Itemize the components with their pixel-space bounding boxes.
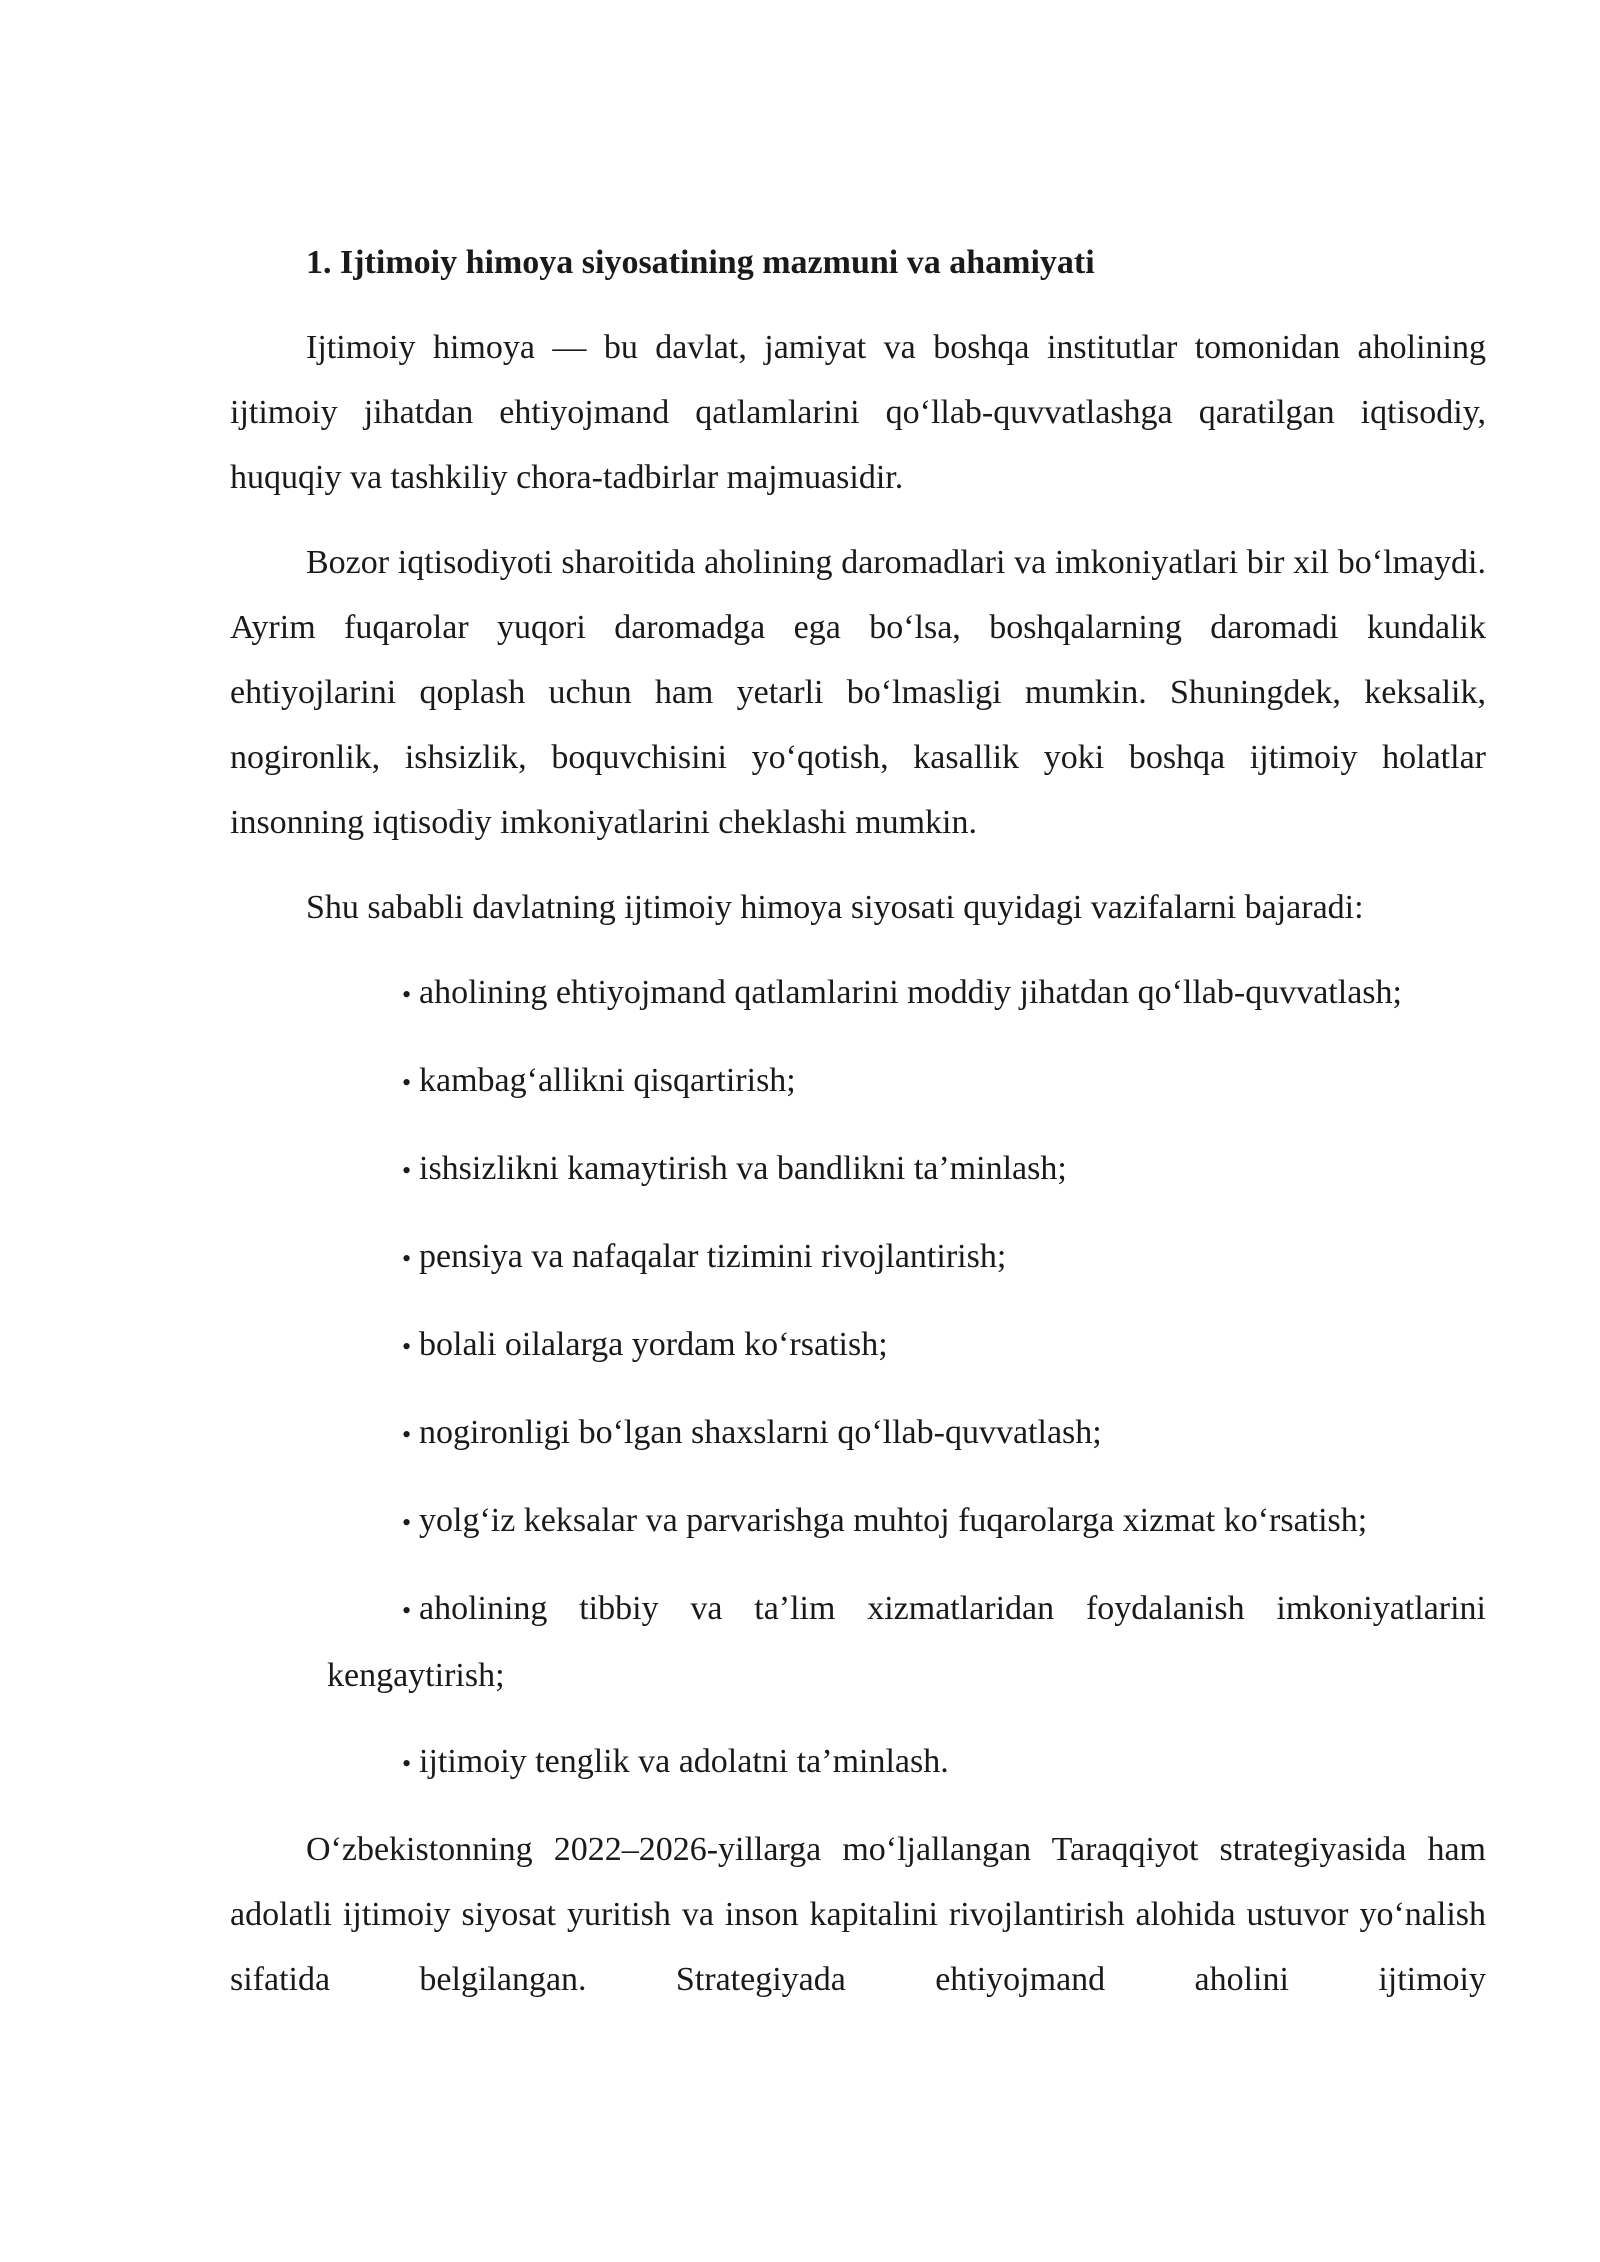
paragraph-strategy: O‘zbekistonning 2022–2026-yillarga mo‘ljallangan Taraqqiyot strategiyasida ham adolatli ijtimoiy siyosat yuritish va inson kapitalini rivojlantirish alohida ustuvor yo‘nalish sifatida belgilangan. Strategiyada ehtiyojmand aholini ijtimoiy [230, 1831, 1486, 1998]
list-item [327, 1400, 1486, 1467]
list-item [327, 1136, 1486, 1203]
list-item-text: ishsizlikni kamaytirish va bandlikni ta’minlash; [419, 1150, 1067, 1187]
list-item-text: aholining ehtiyojmand qatlamlarini moddiy jihatdan qo‘llab-quvvatlash; [419, 974, 1402, 1011]
list-item [327, 1729, 1486, 1796]
paragraph-tasks-intro: Shu sababli davlatning ijtimoiy himoya siyosati quyidagi vazifalarni bajaradi: [306, 889, 1364, 926]
list-item [327, 1048, 1486, 1115]
bullet-icon: • [402, 1508, 412, 1537]
bullet-icon: • [402, 980, 412, 1009]
list-item-text: nogironligi bo‘lgan shaxslarni qo‘llab-quvvatlash; [419, 1414, 1102, 1451]
tasks-list [230, 960, 1486, 1796]
section-heading: 1. Ijtimoiy himoya siyosatining mazmuni va ahamiyati [306, 244, 1095, 281]
paragraph-market-economy: Bozor iqtisodiyoti sharoitida aholining daromadlari va imkoniyatlari bir xil bo‘lmaydi. Ayrim fuqarolar yuqori daromadga ega bo‘lsa, boshqalarning daromadi kundalik ehtiyojlarini qoplash uchun ham yetarli bo‘lmasligi mumkin. Shuningdek, keksalik, nogironlik, ishsizlik, boquvchisini yo‘qotish, kasallik yoki boshqa ijtimoiy holatlar insonning iqtisodiy imkoniyatlarini cheklashi mumkin. [230, 544, 1486, 841]
bullet-icon: • [402, 1332, 412, 1361]
bullet-icon: • [402, 1068, 412, 1097]
list-item-text: pensiya va nafaqalar tizimini rivojlantirish; [419, 1238, 1007, 1275]
document-page [230, 230, 1486, 2032]
list-item [327, 1312, 1486, 1379]
list-item-text: ijtimoiy tenglik va adolatni ta’minlash. [419, 1743, 949, 1780]
bullet-icon: • [402, 1596, 412, 1625]
bullet-icon: • [402, 1156, 412, 1185]
list-item [327, 1224, 1486, 1291]
bullet-icon: • [402, 1244, 412, 1273]
list-item [327, 1488, 1486, 1555]
bullet-icon: • [402, 1749, 412, 1778]
list-item [327, 1576, 1486, 1708]
paragraph-definition: Ijtimoiy himoya — bu davlat, jamiyat va boshqa institutlar tomonidan aholining ijtimoiy jihatdan ehtiyojmand qatlamlarini qo‘llab-quvvatlashga qaratilgan iqtisodiy, huquqiy va tashkiliy chora-tadbirlar majmuasidir. [230, 329, 1486, 496]
list-item-text: kambag‘allikni qisqartirish; [419, 1062, 796, 1099]
bullet-icon: • [402, 1420, 412, 1449]
list-item [327, 960, 1486, 1027]
list-item-text: yolg‘iz keksalar va parvarishga muhtoj fuqarolarga xizmat ko‘rsatish; [419, 1502, 1368, 1539]
list-item-text: bolali oilalarga yordam ko‘rsatish; [419, 1326, 888, 1363]
list-item-text: aholining tibbiy va ta’lim xizmatlaridan foydalanish imkoniyatlarini kengaytirish; [327, 1590, 1486, 1694]
